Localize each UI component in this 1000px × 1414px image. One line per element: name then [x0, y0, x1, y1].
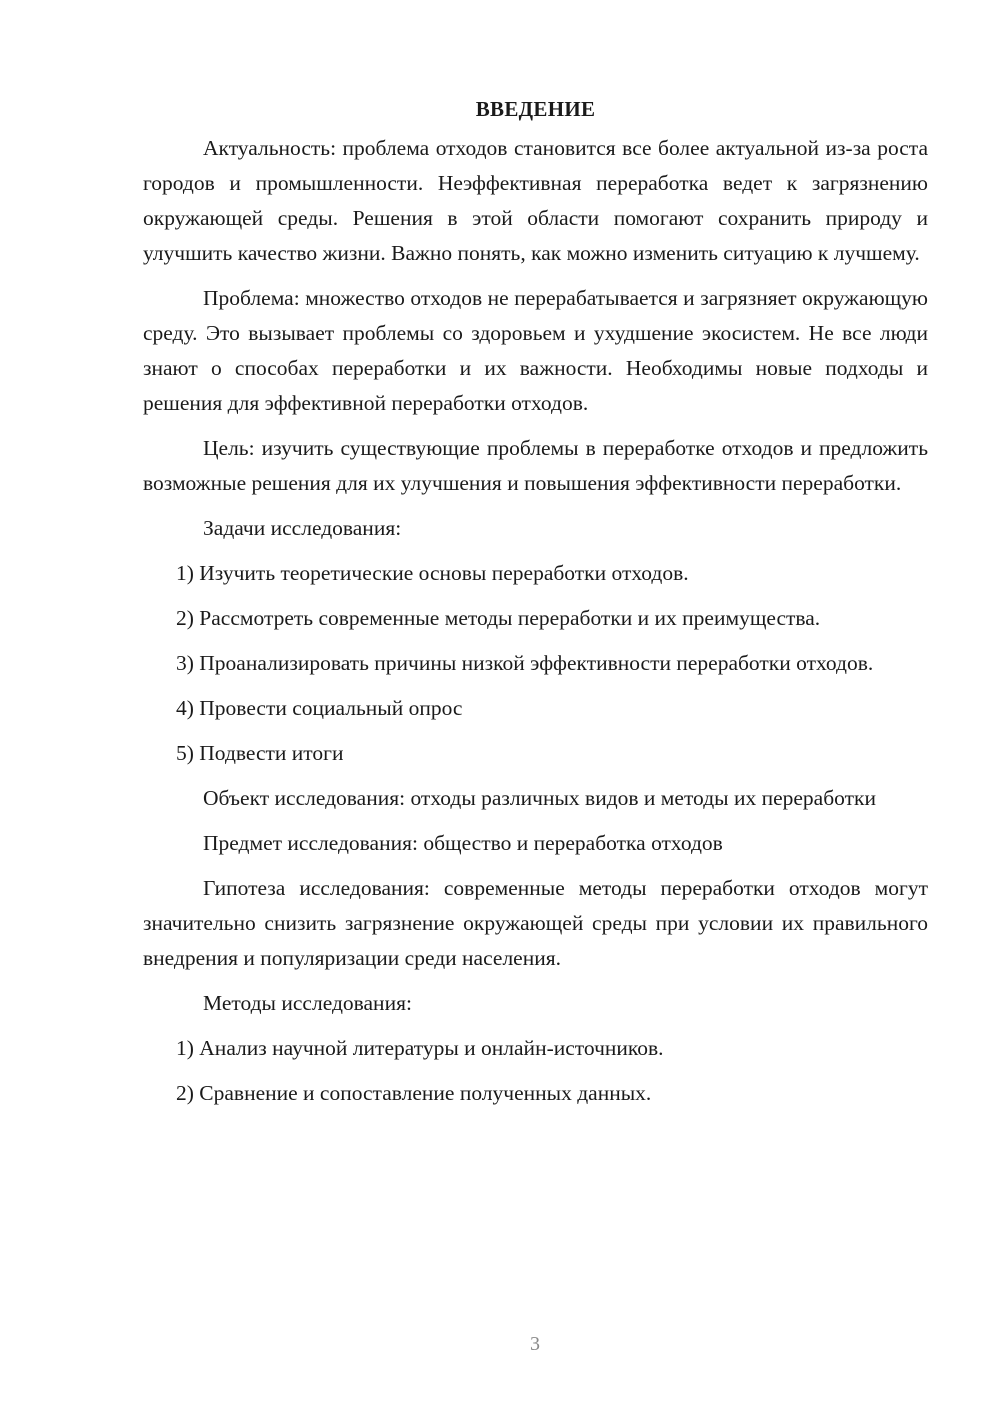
task-item: 1) Изучить теоретические основы переработки отходов. — [176, 561, 689, 585]
page-title: ВВЕДЕНИЕ — [475, 97, 596, 121]
method-item: 2) Сравнение и сопоставление полученных данных. — [176, 1081, 652, 1105]
page-content — [143, 92, 928, 1121]
tasks-heading: Задачи исследования: — [203, 516, 402, 540]
task-item: 3) Проанализировать причины низкой эффективности переработки отходов. — [176, 651, 874, 675]
object-paragraph: Объект исследования: отходы различных видов и методы их переработки — [203, 786, 876, 810]
task-item: 2) Рассмотреть современные методы переработки и их преимущества. — [176, 606, 821, 630]
page-number: 3 — [530, 1333, 540, 1355]
task-item: 5) Подвести итоги — [176, 741, 344, 765]
problem-paragraph: Проблема: множество отходов не перерабатывается и загрязняет окружающую среду. Это вызывает проблемы со здоровьем и ухудшение экосистем. Не все люди знают о способах переработки и их важности. Необходимы новые подходы и решения для эффективной переработки отходов. — [143, 286, 928, 415]
method-item: 1) Анализ научной литературы и онлайн-источников. — [176, 1036, 664, 1060]
hypothesis-paragraph: Гипотеза исследования: современные методы переработки отходов могут значительно снизить загрязнение окружающей среды при условии их правильного внедрения и популяризации среди населения. — [143, 876, 928, 970]
goal-paragraph: Цель: изучить существующие проблемы в переработке отходов и предложить возможные решения для их улучшения и повышения эффективности переработки. — [143, 436, 928, 495]
task-item: 4) Провести социальный опрос — [176, 696, 463, 720]
methods-heading: Методы исследования: — [203, 991, 412, 1015]
relevance-paragraph: Актуальность: проблема отходов становится все более актуальной из-за роста городов и промышленности. Неэффективная переработка ведет к загрязнению окружающей среды. Решения в этой области помогают сохранить природу и улучшить качество жизни. Важно понять, как можно изменить ситуацию к лучшему. — [143, 136, 928, 265]
subject-paragraph: Предмет исследования: общество и переработка отходов — [203, 831, 723, 855]
